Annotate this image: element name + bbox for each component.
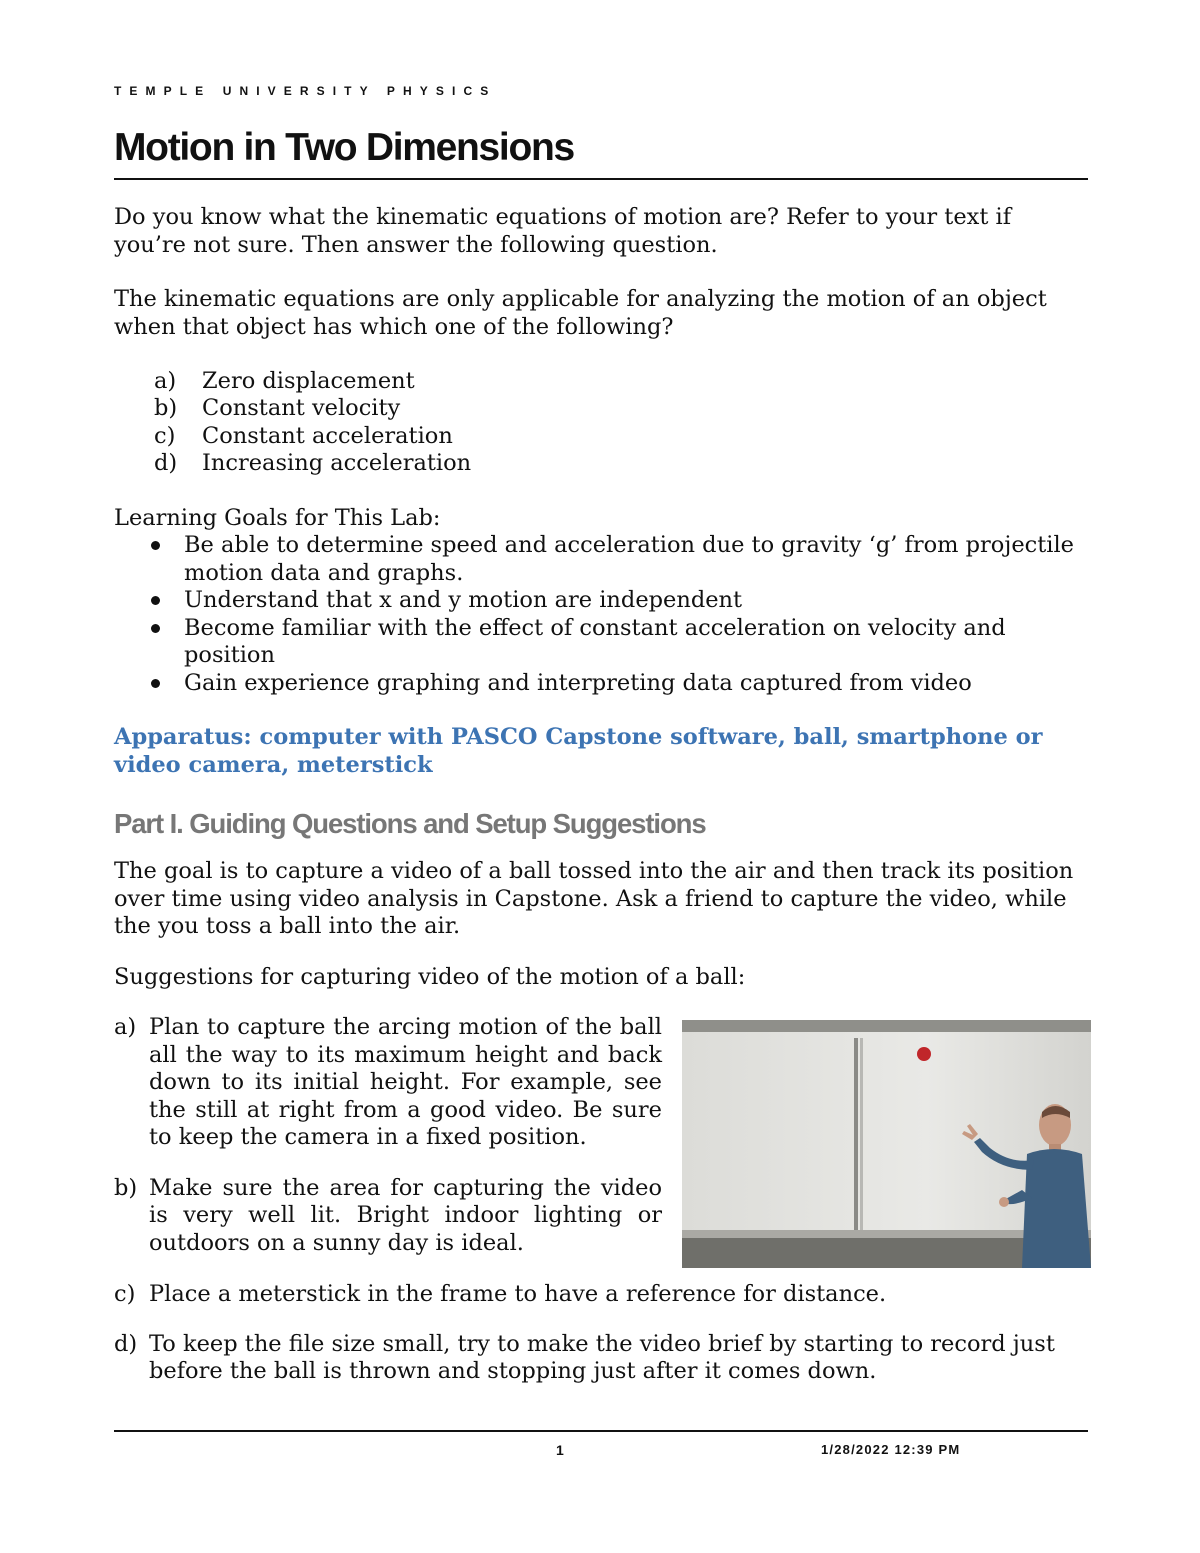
footer-timestamp: 1/28/2022 12:39 PM [821, 1442, 961, 1457]
goal-text: Be able to determine speed and acceleration due to gravity ‘g’ from projectile motion data and graphs. [184, 532, 1074, 586]
choice-label: b) [154, 395, 178, 422]
step-text: To keep the file size small, try to make the video brief by starting to record just before the ball is thrown and stopping just after it comes down. [149, 1330, 1055, 1384]
list-item [114, 587, 1088, 615]
footer-rule [114, 1430, 1088, 1432]
choice-text: Constant velocity [202, 395, 401, 422]
document-title: Motion in Two Dimensions [114, 126, 574, 169]
choice-label: d) [154, 449, 178, 476]
list-item [114, 1281, 1088, 1309]
goal-text: Gain experience graphing and interpreting data captured from video [184, 669, 972, 696]
list-item [114, 615, 1088, 670]
answer-choices [154, 368, 471, 477]
step-text: Plan to capture the arcing motion of the ball all the way to its maximum height and back down to its initial height. For example, see the still at right from a good video. Be sure to keep the camera in a fixed position. [149, 1014, 662, 1150]
bullet-icon [151, 679, 160, 688]
choice-label: c) [154, 422, 176, 449]
page-number: 1 [556, 1442, 564, 1458]
list-item [114, 670, 1088, 698]
goal-text: Understand that x and y motion are independent [184, 587, 743, 613]
choice-b [154, 395, 471, 422]
step-label: d) [114, 1330, 138, 1357]
choice-d [154, 450, 471, 477]
list-item [114, 532, 1088, 587]
goal-text: Become familiar with the effect of constant acceleration on velocity and position [184, 614, 1006, 668]
list-item [114, 1175, 662, 1258]
intro-paragraph: Do you know what the kinematic equations of motion are? Refer to your text if you’re not sure. Then answer the following question. [114, 204, 1012, 258]
steps-list-lower [114, 1281, 1088, 1386]
ball-toss-photo [682, 1020, 1091, 1268]
choice-text: Constant acceleration [202, 422, 453, 449]
title-rule [114, 178, 1088, 180]
learning-goals-list [114, 532, 1088, 697]
step-text: Place a meterstick in the frame to have a reference for distance. [149, 1281, 887, 1307]
step-text: Make sure the area for capturing the video is very well lit. Bright indoor lighting or outdoors on a sunny day is ideal. [149, 1174, 662, 1256]
step-label: a) [114, 1014, 137, 1040]
list-item [114, 1331, 1088, 1386]
section-heading: Part I. Guiding Questions and Setup Suggestions [114, 808, 706, 839]
steps-list-upper [114, 1014, 662, 1257]
choice-c [154, 423, 471, 450]
bullet-icon [151, 541, 160, 550]
document-page [114, 0, 1088, 1553]
institution-header: TEMPLE UNIVERSITY PHYSICS [114, 84, 497, 98]
choice-a [154, 368, 471, 395]
suggestions-heading: Suggestions for capturing video of the motion of a ball: [114, 964, 746, 990]
learning-goals-heading: Learning Goals for This Lab: [114, 505, 441, 531]
bullet-icon [151, 596, 160, 605]
choice-label: a) [154, 368, 177, 394]
step-label: b) [114, 1174, 138, 1201]
question-paragraph: The kinematic equations are only applicable for analyzing the motion of an object when that object has which one of the following? [114, 286, 1047, 340]
bullet-icon [151, 624, 160, 633]
step-label: c) [114, 1281, 136, 1307]
list-item [114, 1014, 662, 1152]
apparatus-line: Apparatus: computer with PASCO Capstone software, ball, smartphone or video camera, meterstick [114, 724, 1043, 778]
goal-paragraph: The goal is to capture a video of a ball tossed into the air and then track its position over time using video analysis in Capstone. Ask a friend to capture the video, while the you toss a ball into the air. [114, 858, 1074, 939]
choice-text: Increasing acceleration [202, 449, 472, 476]
choice-text: Zero displacement [202, 368, 415, 394]
